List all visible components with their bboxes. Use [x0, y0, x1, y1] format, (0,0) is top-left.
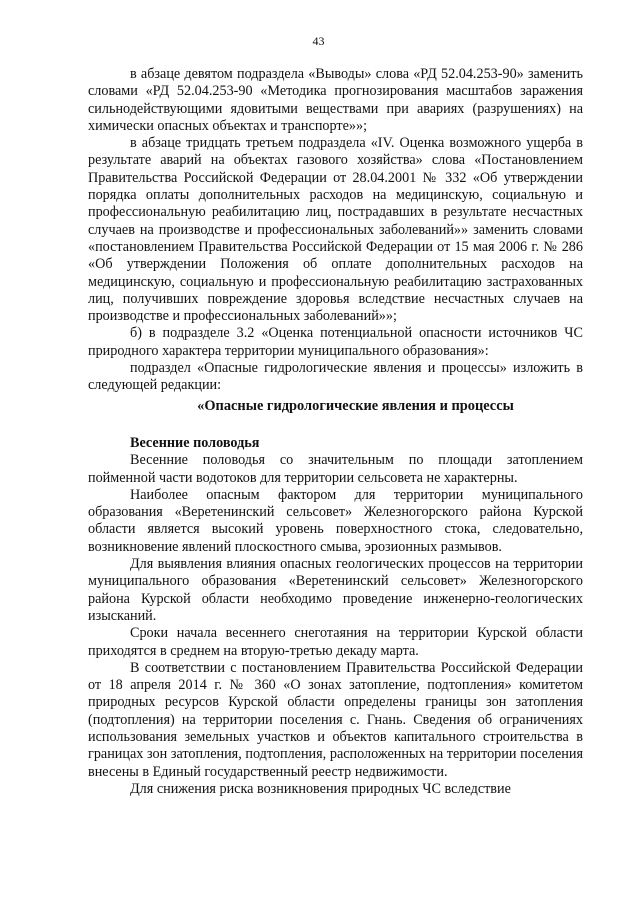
body-paragraph-3: Для выявления влияния опасных геологических процессов на территории муниципального образования «Веретенинский сельсовет» Железногорского района Курской области необходимо проведение инженерно-геологических изысканий.: [88, 556, 583, 624]
paragraph-amendment-1: в абзаце девятом подраздела «Выводы» слова «РД 52.04.253-90» заменить словами «РД 52.04.253-90 «Методика прогнозирования масштабов заражения сильнодействующими ядовитыми веществами при авариях (разрушениях) на химически опасных объектах и транспорте»»;: [88, 66, 583, 134]
paragraph-amendment-4: подраздел «Опасные гидрологические явления и процессы» изложить в следующей редакции:: [88, 360, 583, 394]
document-body: [88, 66, 583, 798]
body-paragraph-5: В соответствии с постановлением Правительства Российской Федерации от 18 апреля 2014 г. № 360 «О зонах затопление, подтопления» комитетом природных ресурсов Курской области определены границы зон затопления (подтопления) на территории поселения с. Гнань. Сведения об ограничениях использования земельных участков и объектов капитального строительства в границах зон затопления, подтопления, расположенных на территории поселения внесены в Единый государственный реестр недвижимости.: [88, 659, 583, 780]
section-title: «Опасные гидрологические явления и процессы: [197, 397, 514, 414]
subsection-title: Весенние половодья: [130, 434, 260, 451]
paragraph-amendment-2: в абзаце тридцать третьем подраздела «IV. Оценка возможного ущерба в результате аварий на объектах газового хозяйства» слова «Постановлением Правительства Российской Федерации от 28.04.2001 № 332 «Об утверждении порядка оплаты дополнительных расходов на медицинскую, социальную и профессиональную реабилитацию лиц, пострадавших в результате несчастных случаев на производстве и профессиональных заболеваний»» заменить словами «постановлением Правительства Российской Федерации от 15 мая 2006 г. № 286 «Об утверждении Положения об оплате дополнительных расходов на медицинскую, социальную и профессиональную реабилитацию застрахованных лиц, получивших повреждение здоровья вследствие несчастных случаев на производстве и профессиональных заболеваний»»;: [88, 135, 583, 325]
body-paragraph-6: Для снижения риска возникновения природных ЧС вследствие: [130, 780, 511, 797]
body-paragraph-1: Весенние половодья со значительным по площади затоплением пойменной части водотоков для территории сельсовета не характерны.: [88, 452, 583, 486]
paragraph-amendment-3: б) в подразделе 3.2 «Оценка потенциальной опасности источников ЧС природного характера территории муниципального образования»:: [88, 325, 583, 359]
body-paragraph-4: Сроки начала весеннего снеготаяния на территории Курской области приходятся в среднем на вторую-третью декаду марта.: [88, 625, 583, 659]
page-number: 43: [312, 34, 325, 48]
body-paragraph-2: Наиболее опасным фактором для территории муниципального образования «Веретенинский сельсовет» Железногорского района Курской области является высокий уровень поверхностного стока, следовательно, возникновение явлений плоскостного смыва, эрозионных размывов.: [88, 486, 583, 555]
